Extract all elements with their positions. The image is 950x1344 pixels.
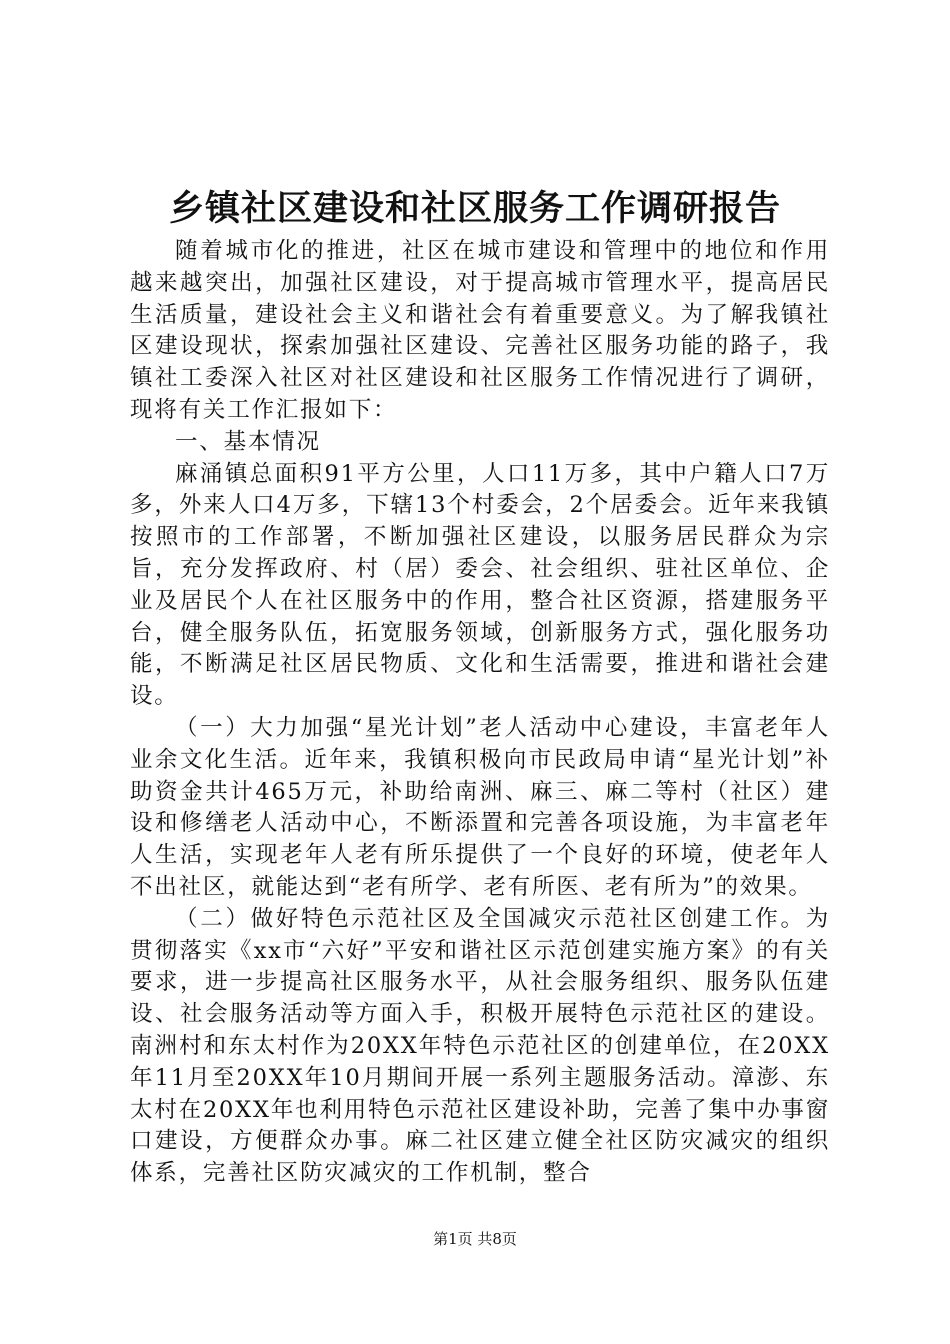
paragraph-item-1: （一）大力加强“星光计划”老人活动中心建设，丰富老年人业余文化生活。近年来，我镇积极向市民政局申请“星光计划”补助资金共计465万元，补助给南洲、麻三、麻二等村（社区）建设和修缮老人活动中心，不断添置和完善各项设施，为丰富老年人生活，实现老年人老有所乐提供了一个良好的环境，使老年人不出社区，就能达到“老有所学、老有所医、老有所为”的效果。 (130, 714, 830, 900)
paragraph-basic-situation: 麻涌镇总面积91平方公里，人口11万多，其中户籍人口7万多，外来人口4万多，下辖13个村委会，2个居委会。近年来我镇按照市的工作部署，不断加强社区建设，以服务居民群众为宗旨，充分发挥政府、村（居）委会、社会组织、驻社区单位、企业及居民个人在社区服务中的作用，整合社区资源，搭建服务平台，健全服务队伍，拓宽服务领域，创新服务方式，强化服务功能，不断满足社区居民物质、文化和生活需要，推进和谐社会建设。 (130, 460, 830, 710)
page-number-footer: 第1页 共8页 (433, 1230, 517, 1248)
section-heading-basic-situation: 一、基本情况 (175, 428, 321, 455)
paragraph-intro: 随着城市化的推进，社区在城市建设和管理中的地位和作用越来越突出，加强社区建设，对于提高城市管理水平，提高居民生活质量，建设社会主义和谐社会有着重要意义。为了解我镇社区建设现状，探索加强社区建设、完善社区服务功能的路子，我镇社工委深入社区对社区建设和社区服务工作情况进行了调研，现将有关工作汇报如下： (130, 238, 830, 423)
document-body (130, 236, 830, 1190)
document-title: 乡镇社区建设和社区服务工作调研报告 (168, 188, 781, 229)
paragraph-item-2: （二）做好特色示范社区及全国减灾示范社区创建工作。为贯彻落实《xx市“六好”平安和谐社区示范创建实施方案》的有关要求，进一步提高社区服务水平，从社会服务组织、服务队伍建设、社会服务活动等方面入手，积极开展特色示范社区的建设。南洲村和东太村作为20XX年特色示范社区的创建单位，在20XX年11月至20XX年10月期间开展一系列主题服务活动。漳澎、东太村在20XX年也利用特色示范社区建设补助，完善了集中办事窗口建设，方便群众办事。麻二社区建立健全社区防灾减灾的组织体系，完善社区防灾减灾的工作机制，整合 (130, 905, 830, 1187)
